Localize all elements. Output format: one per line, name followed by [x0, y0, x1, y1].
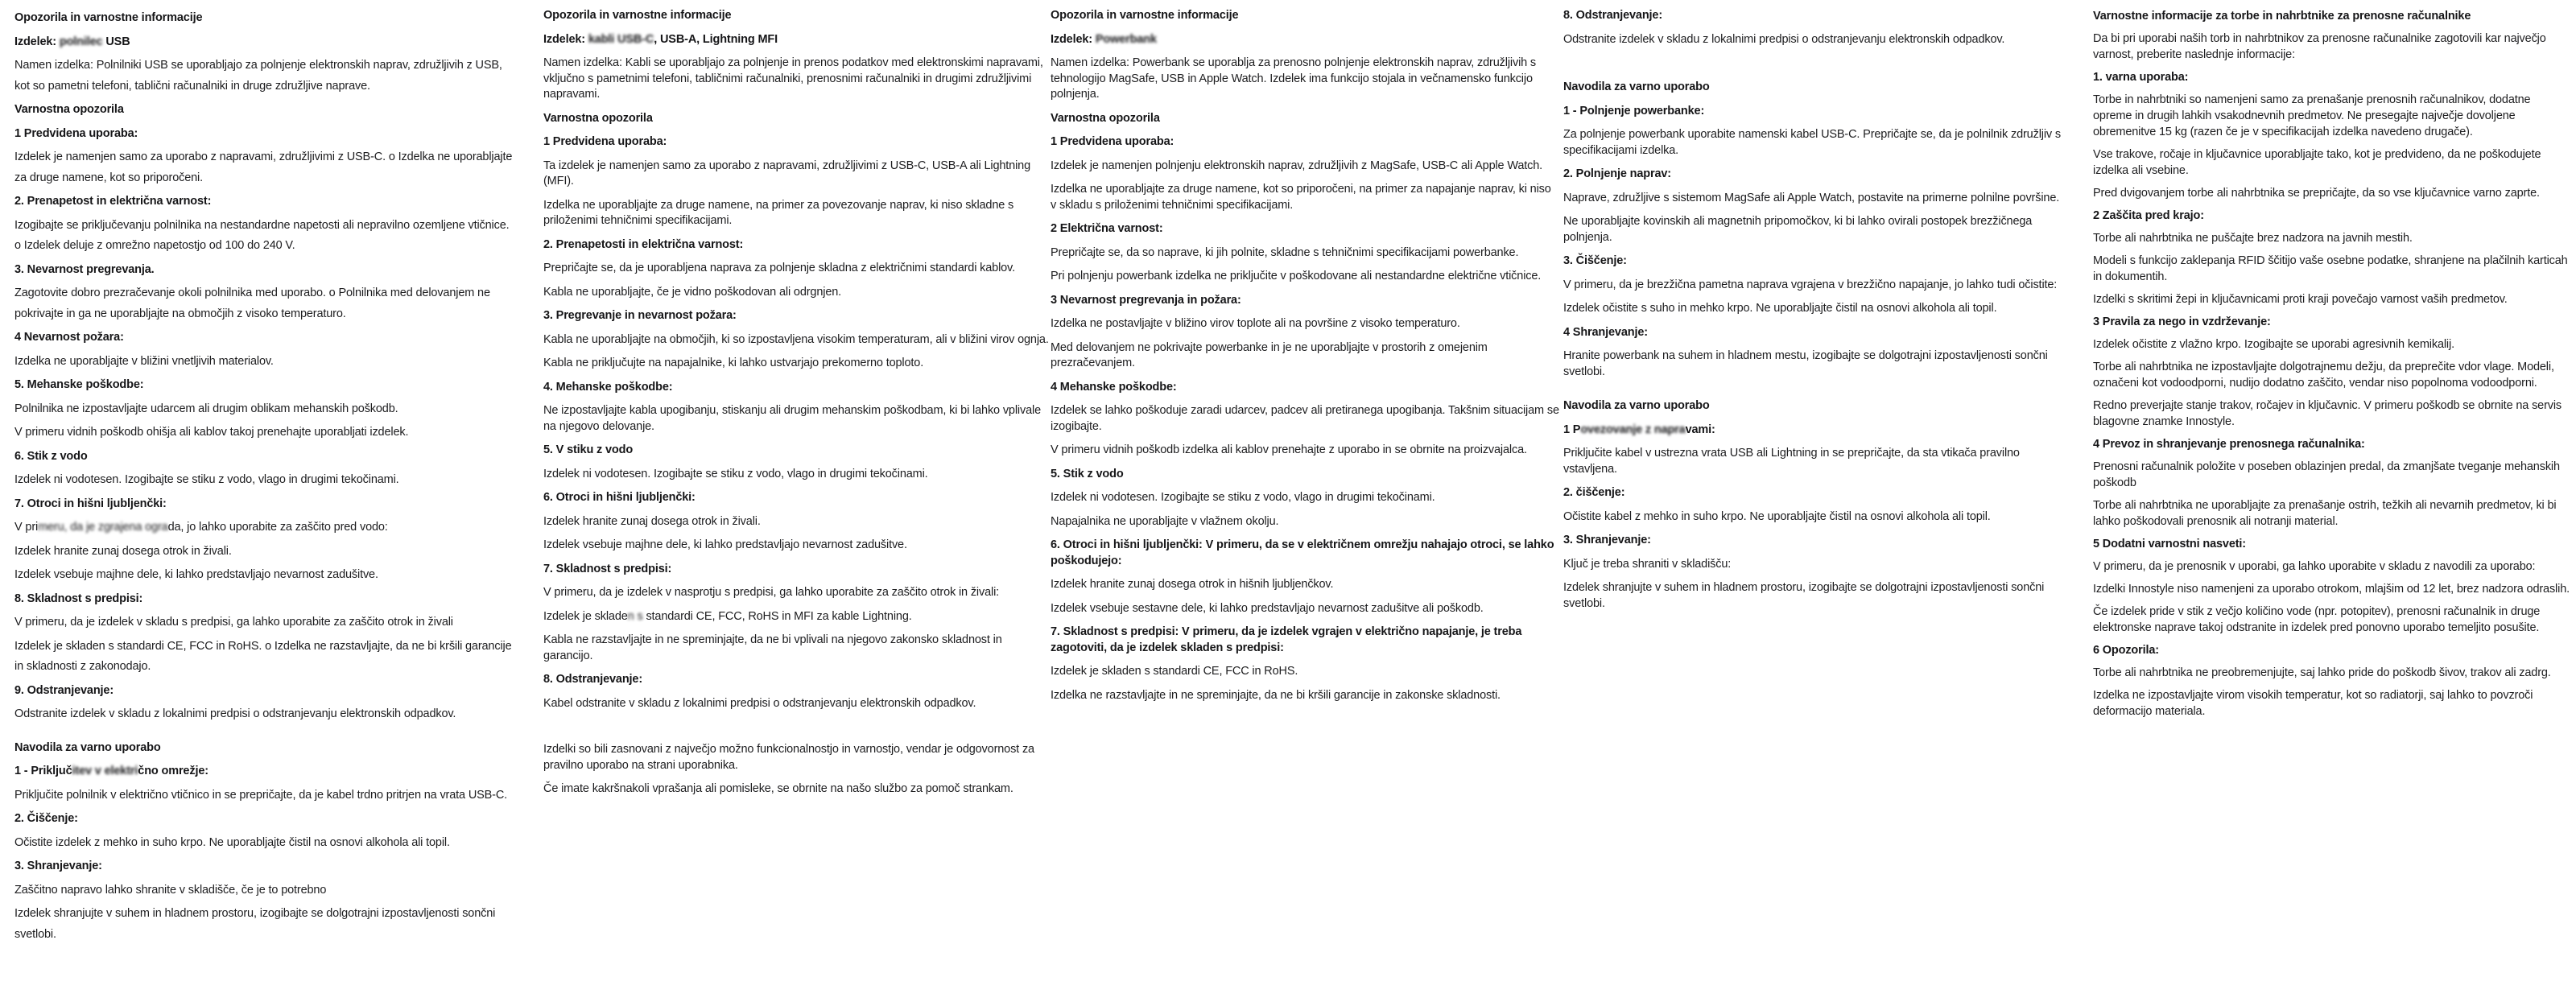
paragraph: Kabla ne razstavljajte in ne spreminjajte, da ne bi vplivali na njegovo zakonsko skladnost in garancijo.: [543, 633, 1002, 662]
section-heading: 3 Pravila za nego in vzdrževanje:: [2093, 315, 2271, 328]
section-heading: 3. Pregrevanje in nevarnost požara:: [543, 309, 737, 322]
paragraph: Izdelek hranite zunaj dosega otrok in živali.: [14, 544, 232, 558]
section-heading: Varnostna opozorila: [14, 103, 124, 116]
paragraph: Torbe ali nahrbtnika ne uporabljajte za prenašanje ostrih, težkih ali nevarnih predmetov, ki bi lahko poškodovali prenosnik ali notranji material.: [2093, 499, 2557, 528]
paragraph: Izdelek očistite z vlažno krpo. Izogibajte se uporabi agresivnih kemikalij.: [2093, 338, 2454, 351]
text-segment: čno omrežje:: [138, 765, 208, 777]
paragraph: Torbe in nahrbtniki so namenjeni samo za prenašanje prenosnih računalnikov, dodatne opreme in drugih lahkih vsakodnevnih predmetov. Ne presegajte največje dovoljene obremenitve 15 kg (razen če je v specifikacijah izdelka navedeno drugače).: [2093, 93, 2531, 138]
paragraph: Izogibajte se priključevanju polnilnika na nestandardne napetosti ali nepravilno ozemljene vtičnice. o Izdelek deluje z omrežno napetostjo od 100 do 240 V.: [14, 218, 510, 252]
section-heading: 4. Mehanske poškodbe:: [543, 380, 673, 394]
paragraph: Da bi pri uporabi naših torb in nahrbtnikov za prenosne računalnike zagotovili kar največjo varnost, preberite naslednje informacije:: [2093, 32, 2546, 61]
section-heading: [1563, 423, 2069, 439]
text-segment: Izdelek:: [14, 35, 60, 48]
text-segment: Izdelek je sklade: [543, 609, 628, 623]
paragraph: Prepričajte se, da je uporabljena naprava za polnjenje skladna z električnimi standardi kablov.: [543, 262, 1015, 274]
text-segment: da, jo lahko uporabite za zaščito pred vodo:: [167, 521, 388, 534]
paragraph: Odstranite izdelek v skladu z lokalnimi predpisi o odstranjevanju elektronskih odpadkov.: [1563, 32, 2005, 46]
section-heading: 1 Predvidena uporaba:: [1051, 135, 1174, 148]
paragraph: Kabla ne uporabljajte, če je vidno poškodovan ali odrgnjen.: [543, 285, 842, 299]
section-heading: Opozorila in varnostne informacije: [1051, 9, 1239, 22]
section-heading: [1051, 32, 1559, 48]
paragraph: Izdelek očistite s suho in mehko krpo. Ne uporabljajte čistil na osnovi alkohola ali topil.: [1563, 302, 1997, 315]
text-segment: standardi CE, FCC, RoHS in MFI za kable Lightning.: [646, 609, 912, 623]
paragraph: Izdelek ni vodotesen. Izogibajte se stiku z vodo, vlago in drugimi tekočinami.: [543, 467, 928, 480]
spacer: [543, 719, 1049, 742]
paragraph: Izdelki so bili zasnovani z največjo možno funkcionalnostjo in varnostjo, vendar je odgovornost za pravilno uporabo na strani uporabnika.: [543, 743, 1034, 772]
smudged-text: polnilec: [59, 35, 103, 48]
paragraph: Izdelki Innostyle niso namenjeni za uporabo otrokom, mlajšim od 12 let, brez nadzora odraslih.: [2093, 583, 2570, 596]
section-heading: 9. Odstranjevanje:: [14, 683, 114, 697]
paragraph: V primeru, da je brezžična pametna naprava vgrajena v brezžično napajanje, jo lahko tudi očistite:: [1563, 278, 2058, 291]
paragraph: Naprave, združljive s sistemom MagSafe ali Apple Watch, postavite na primerne polnilne površine.: [1563, 191, 2060, 204]
section-heading: 2. Prenapetosti in električna varnost:: [543, 237, 744, 251]
section-heading: 2 Zaščita pred krajo:: [2093, 209, 2204, 222]
smudged-text: n s: [627, 609, 646, 623]
paragraph: Izdelek vsebuje majhne dele, ki lahko predstavljajo nevarnost zadušitve.: [543, 538, 907, 551]
section-heading: 6. Otroci in hišni ljubljenčki: V primeru, da se v električnem omrežju nahajajo otroci, se lahko poškodujejo:: [1051, 538, 1554, 567]
paragraph: Izdelek ni vodotesen. Izogibajte se stiku z vodo, vlago in drugimi tekočinami.: [14, 473, 399, 486]
smudged-text: itev v elektri: [72, 765, 138, 777]
paragraph: V primeru, da je izdelek v skladu s predpisi, ga lahko uporabite za zaščito otrok in živali: [14, 616, 453, 629]
paragraph: Namen izdelka: Powerbank se uporablja za prenosno polnjenje elektronskih naprav, združljivih s tehnologijo MagSafe, USB in Apple Watch. Izdelek ima funkcijo stojala in večnamensko funkcijo polnjenja.: [1051, 56, 1537, 101]
paragraph: Pri polnjenju powerbank izdelka ne priključite v poškodovane ali nestandardne električne vtičnice.: [1051, 270, 1542, 282]
paragraph: Izdelek je namenjen polnjenju elektronskih naprav, združljivih z MagSafe, USB-C ali Apple Watch.: [1051, 159, 1543, 172]
paragraph: Prepričajte se, da so naprave, ki jih polnite, skladne s tehničnimi specifikacijami powerbanke.: [1051, 245, 1519, 259]
paragraph: V primeru, da je prenosnik v uporabi, ga lahko uporabite v skladu z navodili za uporabo:: [2093, 560, 2536, 573]
paragraph: Izdelek hranite zunaj dosega otrok in živali.: [543, 514, 761, 528]
section-heading: 5 Dodatni varnostni nasveti:: [2093, 538, 2246, 550]
paragraph: Med delovanjem ne pokrivajte powerbanke in je ne uporabljajte v prostorih z omejenim prezračevanjem.: [1051, 340, 1488, 369]
paragraph: Izdelek se lahko poškoduje zaradi udarcev, padcev ali pretiranega upogibanja. Takšnim situacijam se izogibajte.: [1051, 404, 1559, 433]
section-heading: 3. Nevarnost pregrevanja.: [14, 262, 155, 276]
paragraph: Izdelek shranjujte v suhem in hladnem prostoru, izogibajte se dolgotrajni izpostavljenosti sončni svetlobi.: [1563, 581, 2045, 610]
section-heading: [14, 761, 518, 782]
paragraph: Izdelka ne postavljajte v bližino virov toplote ali na površine z visoko temperaturo.: [1051, 317, 1460, 330]
section-heading: Opozorila in varnostne informacije: [14, 11, 203, 24]
section-heading: 1 Predvidena uporaba:: [543, 135, 667, 148]
paragraph: Odstranite izdelek v skladu z lokalnimi predpisi o odstranjevanju elektronskih odpadkov.: [14, 707, 456, 720]
spacer: [14, 728, 518, 738]
paragraph: [14, 517, 518, 538]
text-segment: 1 P: [1563, 423, 1581, 436]
section-heading: [14, 32, 518, 53]
section-heading: 7. Skladnost s predpisi:: [543, 562, 672, 575]
section-heading: Varnostne informacije za torbe in nahrbtnike za prenosne računalnike: [2093, 10, 2471, 23]
column-usage-instructions: [1563, 8, 2069, 620]
paragraph: Izdelek vsebuje majhne dele, ki lahko predstavljajo nevarnost zadušitve.: [14, 568, 378, 581]
paragraph: Polnilnika ne izpostavljajte udarcem ali drugim oblikam mehanskih poškodb.: [14, 402, 398, 415]
paragraph: Izdelka ne uporabljajte za druge namene, na primer za povezovanje naprav, ki niso skladne s priloženimi tehničnimi specifikacijami.: [543, 198, 1014, 227]
paragraph: Hranite powerbank na suhem in hladnem mestu, izogibajte se dolgotrajni izpostavljenosti sončni svetlobi.: [1563, 349, 2048, 378]
paragraph: Ne uporabljajte kovinskih ali magnetnih pripomočkov, ki bi lahko ovirali postopek brezžičnega polnjenja.: [1563, 215, 2033, 244]
section-heading: 2. Polnjenje naprav:: [1563, 167, 1671, 180]
paragraph: Kabla ne priključujte na napajalnike, ki lahko ustvarjajo prekomerno toploto.: [543, 357, 924, 369]
text-segment: Izdelek:: [1051, 32, 1096, 46]
section-heading: 6. Otroci in hišni ljubljenčki:: [543, 491, 696, 504]
paragraph: Izdelek shranjujte v suhem in hladnem prostoru, izogibajte se dolgotrajni izpostavljenosti sončni svetlobi.: [14, 907, 496, 941]
column-usb-charger: [14, 8, 518, 948]
section-heading: 6 Opozorila:: [2093, 644, 2159, 657]
section-heading: 3 Nevarnost pregrevanja in požara:: [1051, 293, 1241, 307]
paragraph: Izdelek ni vodotesen. Izogibajte se stiku z vodo, vlago in drugimi tekočinami.: [1051, 491, 1435, 504]
paragraph: Torbe ali nahrbtnika ne puščajte brez nadzora na javnih mestih.: [2093, 232, 2413, 245]
paragraph: [543, 609, 1049, 625]
paragraph: Izdelek vsebuje sestavne dele, ki lahko predstavljajo nevarnost zadušitve ali poškodb.: [1051, 601, 1484, 615]
section-heading: 5. V stiku z vodo: [543, 443, 634, 456]
section-heading: 8. Odstranjevanje:: [543, 673, 643, 686]
section-heading: 2. Prenapetost in električna varnost:: [14, 195, 212, 208]
section-heading: 7. Skladnost s predpisi: V primeru, da je izdelek vgrajen v električno napajanje, je treba zagotoviti, da je izdelek skladen s predpisi:: [1051, 625, 1522, 654]
paragraph: Izdelek je skladen s standardi CE, FCC in RoHS.: [1051, 665, 1298, 678]
spacer: [1563, 56, 2069, 80]
paragraph: Izdelek je skladen s standardi CE, FCC in RoHS. o Izdelka ne razstavljajte, da ne bi kršili garancije in skladnosti z zakonodajo.: [14, 639, 512, 673]
section-heading: 3. Čiščenje:: [1563, 254, 1627, 267]
paragraph: Torbe ali nahrbtnika ne preobremenjujte, saj lahko pride do poškodb šivov, trakov ali zadrg.: [2093, 666, 2551, 679]
text-segment: 1 - Priključ: [14, 765, 72, 777]
paragraph: Izdelek je namenjen samo za uporabo z napravami, združljivimi z USB-C. o Izdelka ne uporabljajte za druge namene, kot so priporočeni.: [14, 150, 513, 184]
paragraph: Ključ je treba shraniti v skladišču:: [1563, 557, 1732, 571]
section-heading: 4 Mehanske poškodbe:: [1051, 380, 1177, 394]
paragraph: Če imate kakršnakoli vprašanja ali pomisleke, se obrnite na našo službo za pomoč strankam.: [543, 782, 1013, 795]
paragraph: Torbe ali nahrbtnika ne izpostavljajte dolgotrajnemu dežju, da preprečite vdor vlage. Modeli, označeni kot vodoodporni, nudijo dodatno zaščito, vendar niso popolnoma vodoodporni.: [2093, 361, 2554, 390]
text-segment: , USB-A, Lightning MFI: [654, 32, 778, 46]
paragraph: Namen izdelka: Kabli se uporabljajo za polnjenje in prenos podatkov med elektronskimi napravami, vključno s pametnimi telefoni, tabličnimi računalniki, prenosnimi računalniki in drugimi združljivimi napravami.: [543, 56, 1043, 101]
section-heading: 1 - Polnjenje powerbanke:: [1563, 104, 1705, 118]
text-segment: vami:: [1685, 423, 1715, 436]
paragraph: Ne izpostavljajte kabla upogibanju, stiskanju ali drugim mehanskim poškodbam, ki bi lahko vplivale na njegovo delovanje.: [543, 404, 1041, 433]
section-heading: 4 Shranjevanje:: [1563, 325, 1648, 339]
paragraph: Vse trakove, ročaje in ključavnice uporabljajte tako, kot je predvideno, da ne poškodujete izdelka ali vsebine.: [2093, 148, 2541, 177]
paragraph: Izdelka ne razstavljajte in ne spreminjajte, da ne bi kršili garancije in zakonske skladnosti.: [1051, 688, 1501, 702]
column-powerbank: [1051, 8, 1559, 711]
paragraph: Zaščitno napravo lahko shranite v skladišče, če je to potrebno: [14, 883, 327, 897]
section-heading: 3. Shranjevanje:: [14, 860, 102, 872]
paragraph: Izdelka ne uporabljajte v bližini vnetljivih materialov.: [14, 354, 274, 368]
smudged-text: kabli USB-C: [588, 32, 654, 46]
section-heading: 5. Mehanske poškodbe:: [14, 378, 144, 391]
section-heading: 2. Čiščenje:: [14, 812, 78, 825]
paragraph: Kabla ne uporabljajte na območjih, ki so izpostavljena visokim temperaturam, ali v bližini virov ognja.: [543, 332, 1049, 346]
paragraph: Pred dvigovanjem torbe ali nahrbtnika se prepričajte, da so vse ključavnice varno zaprte.: [2093, 187, 2540, 200]
section-heading: 1. varna uporaba:: [2093, 71, 2189, 84]
section-heading: 2 Električna varnost:: [1051, 222, 1163, 235]
text-segment: V pri: [14, 521, 39, 534]
paragraph: V primeru vidnih poškodb izdelka ali kablov prenehajte z uporabo in se obrnite na proizvajalca.: [1051, 443, 1527, 456]
section-heading: 7. Otroci in hišni ljubljenčki:: [14, 497, 167, 510]
paragraph: Očistite kabel z mehko in suho krpo. Ne uporabljajte čistil na osnovi alkohola ali topil.: [1563, 509, 1991, 523]
paragraph: Izdelki s skritimi žepi in ključavnicami proti kraji povečajo varnost vaših predmetov.: [2093, 293, 2508, 306]
paragraph: Kabel odstranite v skladu z lokalnimi predpisi o odstranjevanju elektronskih odpadkov.: [543, 696, 976, 710]
section-heading: Navodila za varno uporabo: [1563, 80, 1710, 93]
paragraph: Priključite polnilnik v električno vtičnico in se prepričajte, da je kabel trdno pritrjen na vrata USB-C.: [14, 788, 508, 802]
column-laptop-bags: [2093, 8, 2570, 726]
paragraph: Ta izdelek je namenjen samo za uporabo z napravami, združljivimi z USB-C, USB-A ali Lightning (MFI).: [543, 159, 1030, 188]
section-heading: 3. Shranjevanje:: [1563, 534, 1651, 546]
section-heading: Varnostna opozorila: [1051, 111, 1160, 125]
section-heading: Varnostna opozorila: [543, 111, 653, 125]
paragraph: Zagotovite dobro prezračevanje okoli polnilnika med uporabo. o Polnilnika med delovanjem ne pokrivajte in ga ne uporabljajte na območjih z visoko temperaturo.: [14, 287, 490, 320]
paragraph: Izdelka ne izpostavljajte virom visokih temperatur, kot so radiatorji, saj lahko to povzroči deformacijo materiala.: [2093, 689, 2533, 718]
section-heading: 2. čiščenje:: [1563, 486, 1625, 499]
section-heading: 1 Predvidena uporaba:: [14, 126, 138, 140]
paragraph: Modeli s funkcijo zaklepanja RFID ščitijo vaše osebne podatke, shranjene na plačilnih karticah in dokumentih.: [2093, 254, 2568, 283]
section-heading: Navodila za varno uporabo: [14, 740, 161, 754]
text-segment: USB: [102, 35, 130, 48]
section-heading: 6. Stik z vodo: [14, 449, 88, 463]
paragraph: Napajalnika ne uporabljajte v vlažnem okolju.: [1051, 514, 1279, 528]
section-heading: 8. Skladnost s predpisi:: [14, 592, 143, 605]
smudged-text: meru, da je zgrajena ogra: [38, 521, 168, 534]
column-cables: [543, 8, 1049, 806]
paragraph: Če izdelek pride v stik z večjo količino vode (npr. potopitev), prenosni računalnik in druge elektronske naprave takoj odstranite in izdelek pred ponovno uporabo temeljito posušite.: [2093, 605, 2541, 634]
smudged-text: Powerbank: [1095, 32, 1157, 46]
section-heading: [543, 32, 1049, 48]
paragraph: Namen izdelka: Polnilniki USB se uporabljajo za polnjenje elektronskih naprav, združljivih z USB, kot so pametni telefoni, tablični računalniki in druge združljive naprave.: [14, 59, 502, 93]
paragraph: Redno preverjajte stanje trakov, ročajev in ključavnic. V primeru poškodb se obrnite na servis blagovne znamke Innostyle.: [2093, 399, 2562, 428]
paragraph: V primeru, da je izdelek v nasprotju s predpisi, ga lahko uporabite za zaščito otrok in živali:: [543, 586, 1000, 599]
paragraph: Priključite kabel v ustrezna vrata USB ali Lightning in se prepričajte, da sta vtikača pravilno vstavljena.: [1563, 447, 2020, 476]
paragraph: Izdelek hranite zunaj dosega otrok in hišnih ljubljenčkov.: [1051, 578, 1334, 591]
section-heading: Navodila za varno uporabo: [1563, 399, 1710, 412]
section-heading: 4 Prevoz in shranjevanje prenosnega računalnika:: [2093, 438, 2365, 451]
paragraph: Prenosni računalnik položite v poseben oblazinjen predal, da zmanjšate tveganje mehanskih poškodb: [2093, 460, 2560, 489]
section-heading: 5. Stik z vodo: [1051, 467, 1124, 480]
paragraph: Izdelka ne uporabljajte za druge namene, kot so priporočeni, na primer za napajanje naprav, ki niso v skladu s priloženimi tehničnimi specifikacijami.: [1051, 183, 1551, 212]
paragraph: Očistite izdelek z mehko in suho krpo. Ne uporabljajte čistil na osnovi alkohola ali topil.: [14, 835, 450, 849]
text-segment: Izdelek:: [543, 32, 588, 46]
smudged-text: ovezovanje z napra: [1580, 423, 1686, 436]
spacer: [1563, 388, 2069, 398]
section-heading: Opozorila in varnostne informacije: [543, 9, 732, 22]
section-heading: 8. Odstranjevanje:: [1563, 9, 1663, 22]
paragraph: Za polnjenje powerbank uporabite namenski kabel USB-C. Prepričajte se, da je polnilnik združljiv s specifikacijami izdelka.: [1563, 128, 2061, 157]
paragraph: V primeru vidnih poškodb ohišja ali kablov takoj prenehajte uporabljati izdelek.: [14, 426, 409, 439]
section-heading: 4 Nevarnost požara:: [14, 331, 124, 344]
